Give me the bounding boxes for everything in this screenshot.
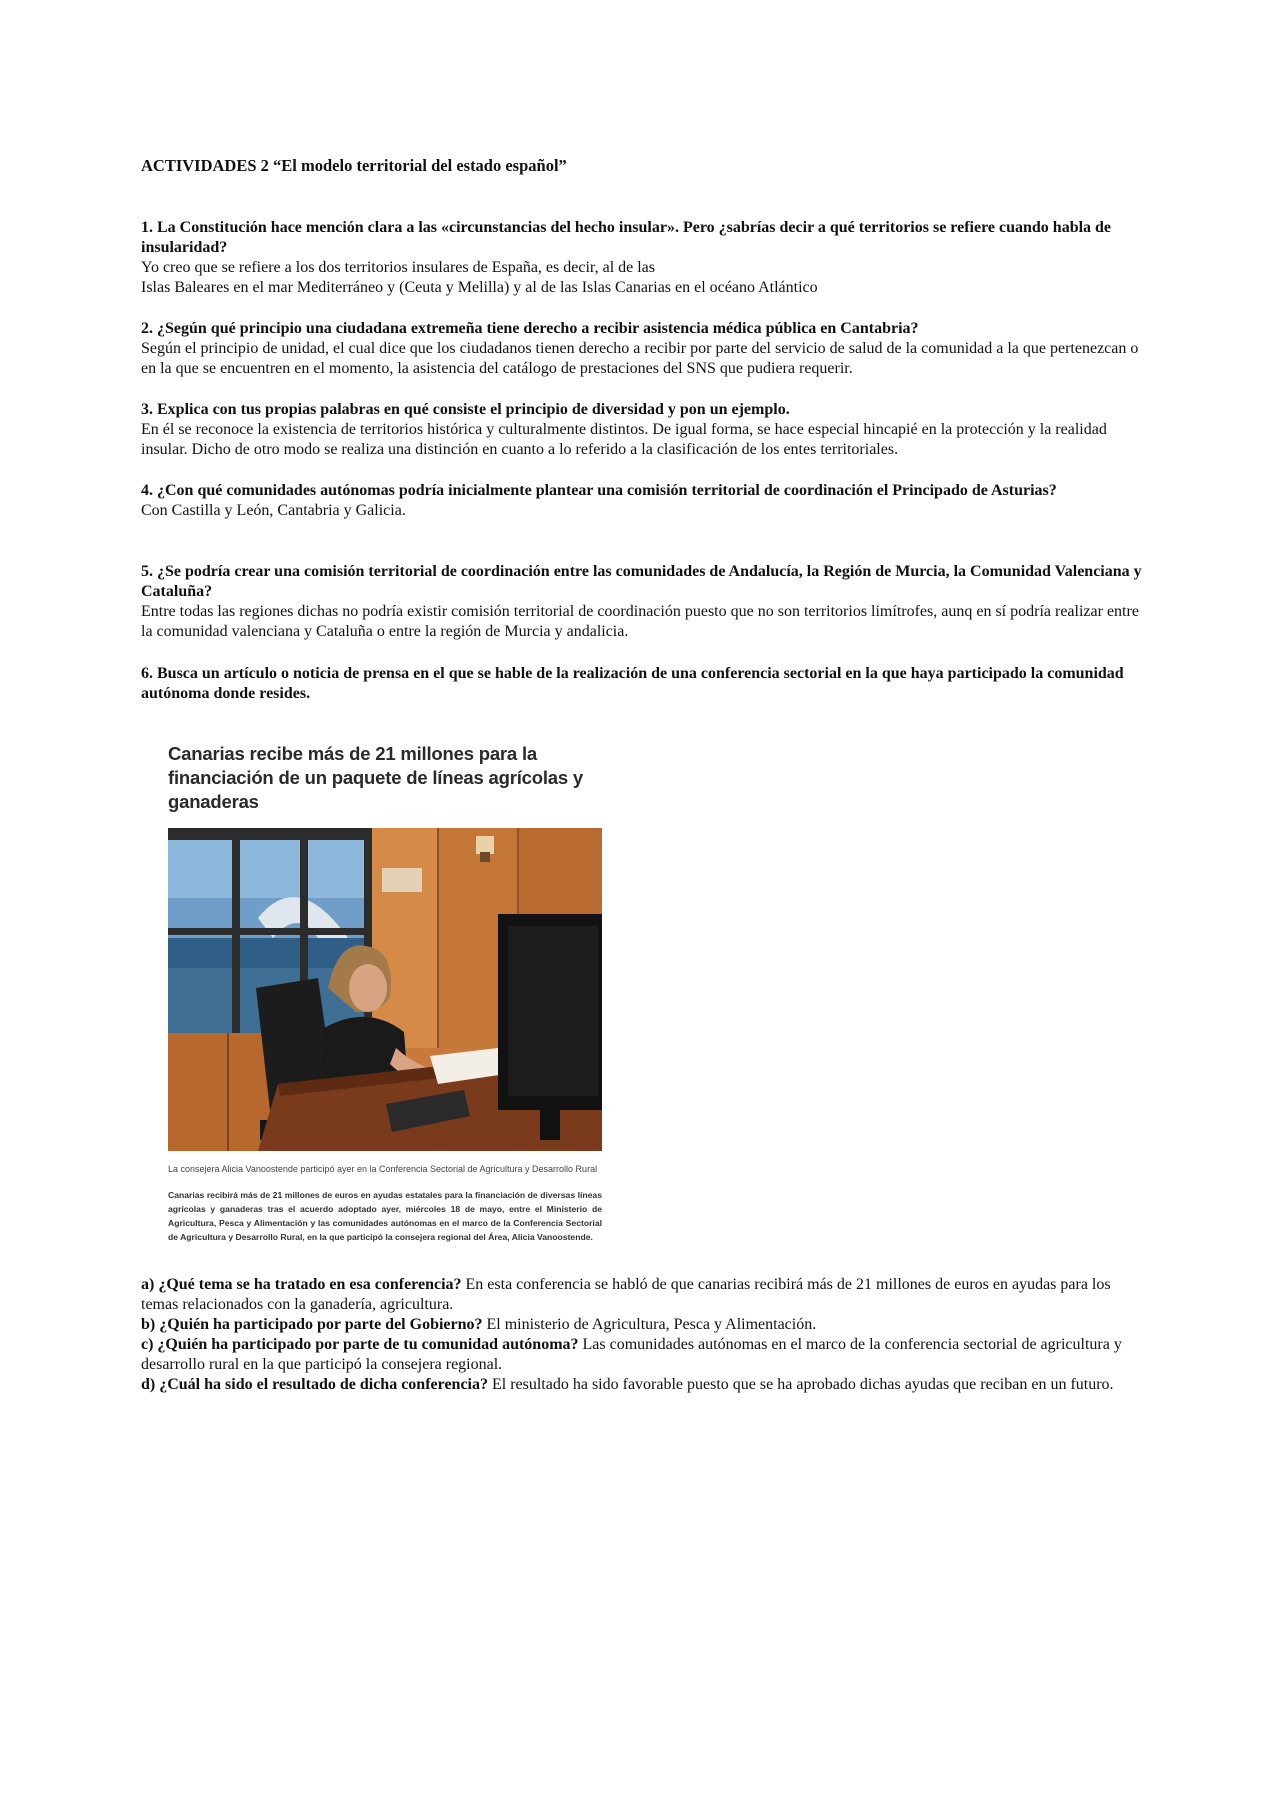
subanswer-c-text: Las comunidades autónomas en el marco de la conferencia sectorial de agricultura y desarrollo rural en la que participó la consejera regional. (141, 1336, 1122, 1373)
question-4: 4. ¿Con qué comunidades autónomas podría inicialmente plantear una comisión territorial de coordinación el Principado de Asturias? (141, 482, 1057, 499)
question-3-block (141, 400, 1151, 460)
question-2: 2. ¿Según qué principio una ciudadana extremeña tiene derecho a recibir asistencia médica pública en Cantabria? (141, 320, 919, 337)
subanswer-b-text: El ministerio de Agricultura, Pesca y Alimentación. (482, 1316, 817, 1333)
title-rest: “El modelo territorial del estado español” (268, 156, 567, 175)
question-4-block (141, 481, 1151, 521)
subquestion-d: d) ¿Cuál ha sido el resultado de dicha conferencia? (141, 1376, 488, 1393)
question-5: 5. ¿Se podría crear una comisión territorial de coordinación entre las comunidades de Andalucía, la Región de Murcia, la Comunidad Valenciana y Cataluña? (141, 563, 1142, 600)
answer-1-line-1: Yo creo que se refiere a los dos territorios insulares de España, es decir, al de las (141, 259, 656, 276)
subanswer-c (141, 1335, 1151, 1375)
article-photo (168, 828, 602, 1151)
question-2-block (141, 319, 1151, 379)
subquestion-c: c) ¿Quién ha participado por parte de tu comunidad autónoma? (141, 1336, 579, 1353)
subanswer-a (141, 1275, 1151, 1315)
subanswer-d (141, 1375, 1151, 1395)
article-photo-caption: La consejera Alicia Vanoostende participó ayer en la Conferencia Sectorial de Agricultura y Desarrollo Rural (168, 1164, 598, 1174)
article-lead-paragraph: Canarias recibirá más de 21 millones de euros en ayudas estatales para la financiación de diversas líneas agrícolas y ganaderas tras el acuerdo adoptado ayer, miércoles 18 de mayo, entre el Ministerio de Agricultura, Pesca y Alimentación y las comunidades autónomas en el marco de la Conferencia Sectorial de Agricultura y Desarrollo Rural, en la que participó la consejera regional del Área, Alicia Vanoostende. (168, 1190, 602, 1242)
answer-2: Según el principio de unidad, el cual dice que los ciudadanos tienen derecho a recibir por parte del servicio de salud de la comunidad a la que pertenezcan o en la que se encuentren en el momento, la asistencia del catálogo de prestaciones del SNS que pudiera requerir. (141, 340, 1139, 377)
answer-4: Con Castilla y León, Cantabria y Galicia. (141, 502, 406, 519)
subquestion-a: a) ¿Qué tema se ha tratado en esa conferencia? (141, 1276, 462, 1293)
subquestion-b: b) ¿Quién ha participado por parte del Gobierno? (141, 1316, 483, 1333)
answer-3: En él se reconoce la existencia de territorios histórica y culturalmente distintos. De igual forma, se hace especial hincapié en la protección y la realidad insular. Dicho de otro modo se realiza una distinción en cuanto a lo referido a la clasificación de los entes territoriales. (141, 421, 1107, 458)
subanswer-d-text: El resultado ha sido favorable puesto que se ha aprobado dichas ayudas que reciban en un futuro. (487, 1376, 1114, 1393)
answer-1-line-2: Islas Baleares en el mar Mediterráneo y (Ceuta y Melilla) y al de las Islas Canarias en el océano Atlántico (141, 279, 818, 296)
answer-1 (141, 258, 1151, 298)
question-6-block (141, 664, 1151, 704)
answer-5: Entre todas las regiones dichas no podría existir comisión territorial de coordinación puesto que no son territorios limítrofes, aunq en sí podría realizar entre la comunidad valenciana y Cataluña o entre la región de Murcia y andalicia. (141, 603, 1139, 640)
news-article-clipping (168, 742, 602, 1244)
question-3: 3. Explica con tus propias palabras en qué consiste el principio de diversidad y pon un ejemplo. (141, 401, 790, 418)
title-prefix: ACTIVIDADES 2 (141, 156, 269, 175)
question-6-answers (141, 1275, 1151, 1395)
question-1-block (141, 218, 1151, 298)
subanswer-a-text: En esta conferencia se habló de que canarias recibirá más de 21 millones de euros en ayudas para los temas relacionados con la ganadería, agricultura. (141, 1276, 1111, 1313)
photo-illustration (168, 828, 602, 1151)
question-6: 6. Busca un artículo o noticia de prensa en el que se hable de la realización de una conferencia sectorial en la que haya participado la comunidad autónoma donde resides. (141, 665, 1124, 702)
document-title (141, 156, 567, 176)
subanswer-b (141, 1315, 1151, 1335)
article-headline: Canarias recibe más de 21 millones para la financiación de un paquete de líneas agrícolas y ganaderas (168, 743, 583, 812)
question-1: 1. La Constitución hace mención clara a las «circunstancias del hecho insular». Pero ¿sabrías decir a qué territorios se refiere cuando habla de insularidad? (141, 219, 1112, 256)
question-5-block (141, 562, 1151, 642)
